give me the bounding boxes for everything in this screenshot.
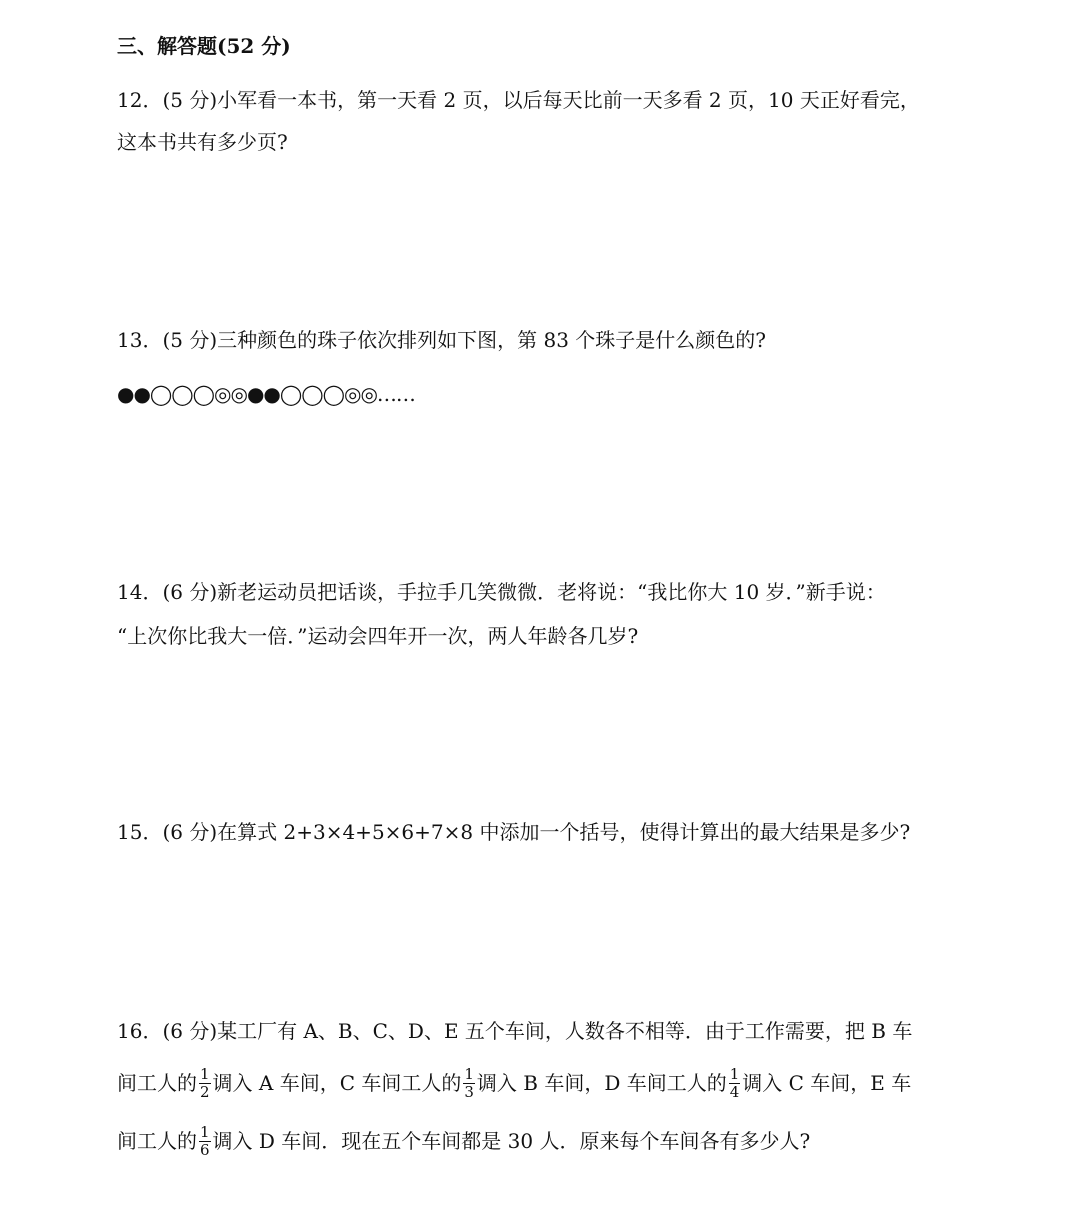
fraction-denominator: 3 xyxy=(464,1083,474,1101)
fraction-one-quarter xyxy=(729,1066,741,1101)
question-12-line-1: 12．(5 分)小军看一本书，第一天看 2 页，以后每天比前一天多看 2 页，10 天正好看完， xyxy=(117,88,920,112)
fraction-denominator: 2 xyxy=(200,1083,210,1101)
fraction-one-sixth xyxy=(199,1124,211,1159)
q16-text: 调入 A 车间，C 车间工人的 xyxy=(212,1071,462,1095)
question-12-line-2: 这本书共有多少页? xyxy=(117,130,288,154)
fraction-numerator: 1 xyxy=(200,1123,210,1141)
fraction-numerator: 1 xyxy=(729,1065,740,1083)
question-14-line-2: “上次你比我大一倍．”运动会四年开一次，两人年龄各几岁? xyxy=(117,624,639,648)
bead-sequence: ●●◯◯◯◎◎●●◯◯◯◎◎…… xyxy=(117,382,415,406)
fraction-denominator: 4 xyxy=(729,1083,740,1101)
question-16-line-3 xyxy=(117,1125,810,1160)
q16-text: 间工人的 xyxy=(117,1071,197,1095)
fraction-denominator: 6 xyxy=(200,1141,210,1159)
q16-text: 间工人的 xyxy=(117,1129,197,1153)
section-title: 三、解答题(52 分) xyxy=(117,34,291,58)
question-13-line-1: 13．(5 分)三种颜色的珠子依次排列如下图，第 83 个珠子是什么颜色的? xyxy=(117,328,767,352)
fraction-numerator: 1 xyxy=(464,1065,474,1083)
question-14-line-1: 14．(6 分)新老运动员把话谈，手拉手几笑微微．老将说：“我比你大 10 岁．”新手说： xyxy=(117,580,886,604)
q16-text: 调入 B 车间，D 车间工人的 xyxy=(476,1071,727,1095)
q16-text: 调入 C 车间，E 车 xyxy=(742,1071,912,1095)
fraction-one-third xyxy=(463,1066,475,1101)
fraction-numerator: 1 xyxy=(200,1065,210,1083)
question-16-line-2 xyxy=(117,1067,911,1102)
fraction-one-half xyxy=(199,1066,211,1101)
question-15-line-1: 15．(6 分)在算式 2+3×4+5×6+7×8 中添加一个括号，使得计算出的最大结果是多少? xyxy=(117,820,911,844)
q16-text: 调入 D 车间．现在五个车间都是 30 人．原来每个车间各有多少人? xyxy=(212,1129,811,1153)
question-16-line-1: 16．(6 分)某工厂有 A、B、C、D、E 五个车间，人数各不相等．由于工作需要，把 B 车 xyxy=(117,1019,913,1043)
